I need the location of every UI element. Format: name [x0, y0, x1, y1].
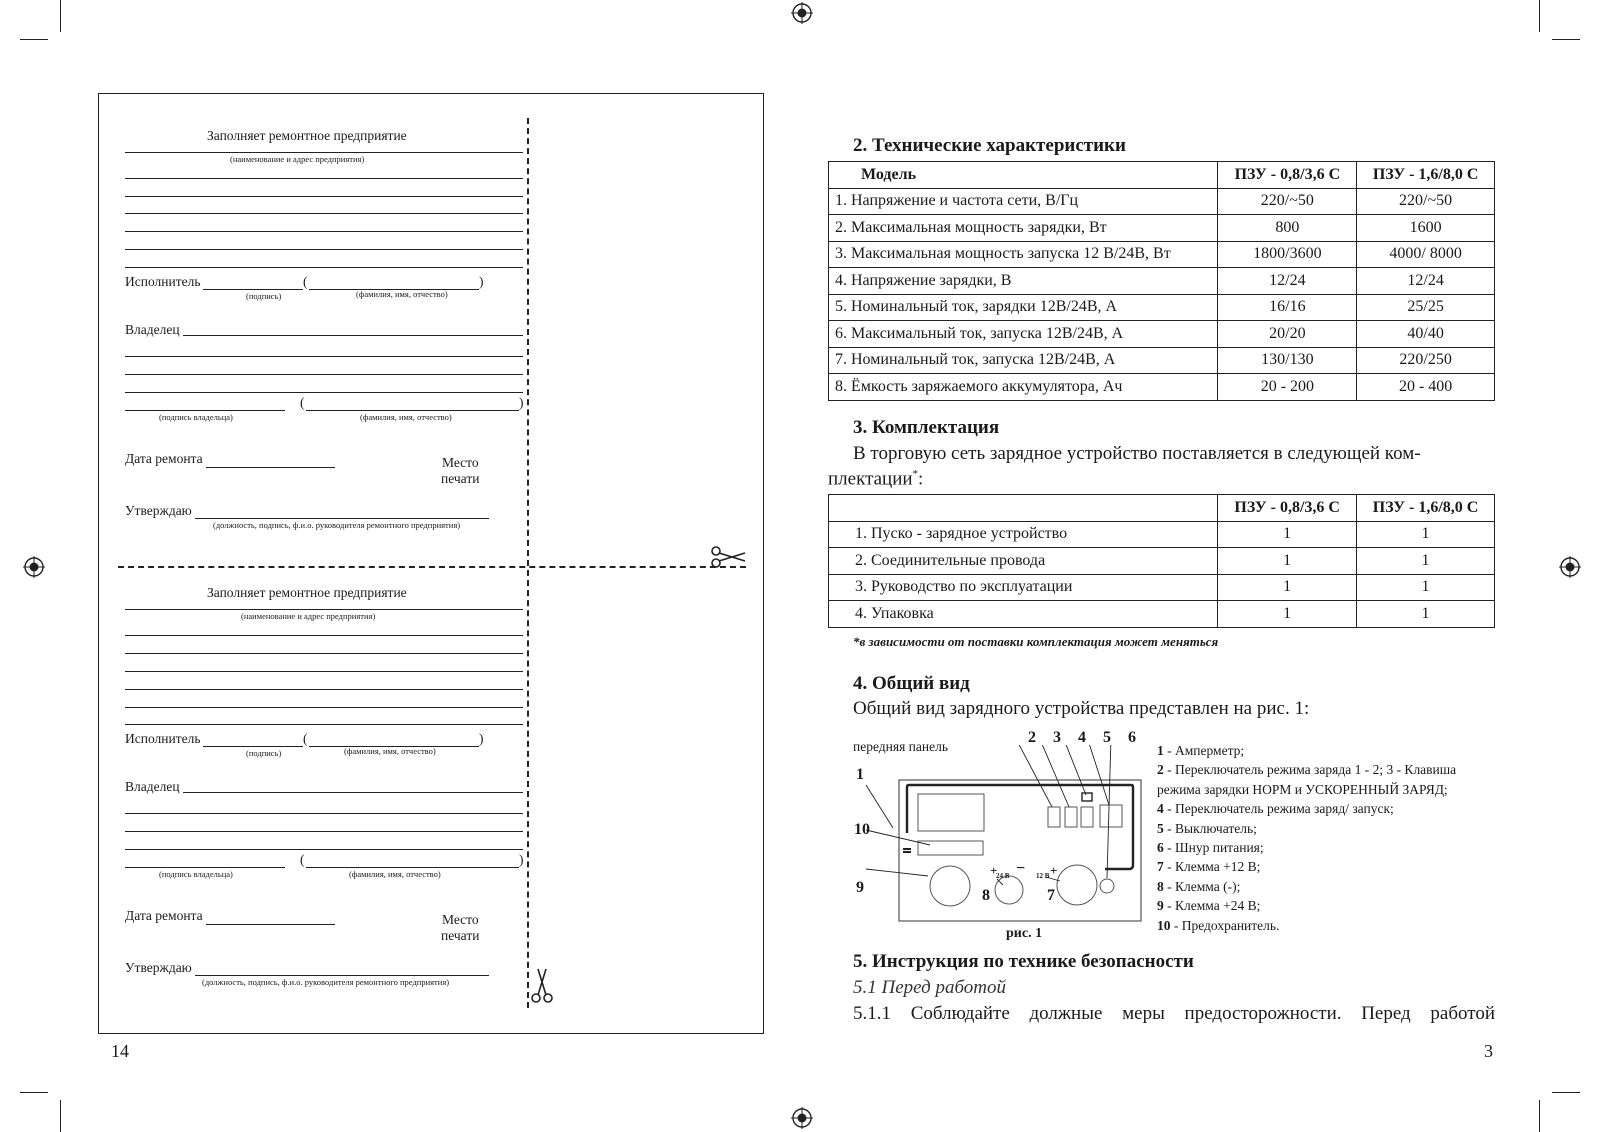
table-cell: 1 [1357, 574, 1495, 601]
executor-sign-hint: (подпись) [246, 291, 282, 301]
repair-form-frame [98, 93, 764, 1034]
table-cell: 800 [1218, 215, 1357, 242]
owner-label: Владелец [125, 779, 180, 794]
footnote-mark: * [912, 468, 919, 480]
front-panel-diagram [855, 745, 1155, 930]
plus-24v-sign: + [990, 863, 998, 878]
table-cell: 12/24 [1357, 268, 1495, 295]
column-header [829, 495, 1218, 522]
figure-caption: рис. 1 [1006, 926, 1043, 941]
table-cell: 25/25 [1357, 294, 1495, 321]
approve-line[interactable] [195, 975, 489, 976]
paren-open: ( [300, 852, 305, 867]
executor-label: Исполнитель [125, 274, 201, 289]
owner-name-hint: (фамилия, имя, отчество) [349, 869, 441, 879]
callout-9: 9 [856, 879, 864, 896]
kit-text: В торговую сеть зарядное устройство поставляется в следующей ком- [853, 443, 1421, 464]
owner-label: Владелец [125, 322, 180, 337]
owner-line[interactable] [125, 849, 523, 850]
label-12v: 12 В [1036, 872, 1050, 880]
crop-mark [1552, 39, 1580, 40]
paren-close: ) [479, 274, 484, 289]
crop-mark [60, 0, 61, 32]
company-line[interactable] [125, 635, 523, 636]
table-cell: 220/~50 [1218, 188, 1357, 215]
table-cell: 1 [1218, 521, 1357, 548]
paren-open: ( [303, 731, 308, 746]
company-line[interactable] [125, 724, 523, 725]
company-line[interactable] [125, 249, 523, 250]
registration-mark-icon [1559, 556, 1581, 578]
table-cell: 1600 [1357, 215, 1495, 242]
executor-label: Исполнитель [125, 731, 201, 746]
figure-legend [1157, 741, 1456, 935]
table-row [829, 294, 1495, 321]
scissors-icon [710, 546, 746, 568]
callout-2: 2 [1028, 729, 1036, 746]
table-cell: 1 [1357, 601, 1495, 628]
legend-item: 5 - Выключатель; [1157, 820, 1257, 836]
executor-name-hint: (фамилия, имя, отчество) [356, 289, 448, 299]
table-cell: 3. Максимальная мощность запуска 12 В/24В, Вт [829, 241, 1218, 268]
company-line[interactable] [125, 231, 523, 232]
approve-hint: (должность, подпись, ф.и.о. руководителя ремонтного предприятия) [213, 520, 461, 530]
company-hint: (наименование и адрес предприятия) [230, 154, 365, 164]
legend-item: 7 - Клемма +12 В; [1157, 859, 1261, 875]
view-text: Общий вид зарядного устройства представлен на рис. 1: [853, 698, 1310, 719]
owner-line[interactable] [183, 792, 523, 793]
company-line[interactable] [125, 152, 523, 153]
repair-date-label: Дата ремонта [125, 451, 203, 466]
table-cell: 1 [1218, 574, 1357, 601]
table-cell: 220/250 [1357, 347, 1495, 374]
table-cell: 6. Максимальный ток, запуска 12В/24В, А [829, 321, 1218, 348]
owner-line[interactable] [125, 374, 523, 375]
table-cell: 1 [1357, 521, 1495, 548]
table-row [829, 548, 1495, 575]
legend-item: 4 - Переключатель режима заряд/ запуск; [1157, 801, 1394, 817]
front-panel-label: передняя панель [853, 739, 948, 754]
crop-mark [1539, 0, 1540, 32]
table-row [829, 321, 1495, 348]
executor-name-hint: (фамилия, имя, отчество) [344, 746, 436, 756]
column-header: ПЗУ - 0,8/3,6 С [1218, 162, 1357, 189]
kit-footnote: *в зависимости от поставки комплектация может меняться [853, 634, 1219, 649]
repair-date-label: Дата ремонта [125, 908, 203, 923]
owner-line[interactable] [125, 356, 523, 357]
legend-item: 8 - Клемма (-); [1157, 878, 1241, 894]
legend-item: 9 - Клемма +24 В; [1157, 898, 1261, 914]
approve-label: Утверждаю [125, 960, 192, 975]
scissors-icon [531, 968, 553, 1004]
column-header: ПЗУ - 0,8/3,6 С [1218, 495, 1357, 522]
legend-item: 1 - Амперметр; [1157, 743, 1245, 758]
legend-item: 10 - Предохранитель. [1157, 917, 1280, 933]
page-number-left: 14 [111, 1041, 129, 1061]
table-cell: 3. Руководство по эксплуатации [829, 574, 1218, 601]
column-header: ПЗУ - 1,6/8,0 С [1357, 495, 1495, 522]
repair-date-line[interactable] [206, 467, 335, 468]
approve-label: Утверждаю [125, 503, 192, 518]
table-cell: 4. Напряжение зарядки, В [829, 268, 1218, 295]
callout-3: 3 [1053, 729, 1061, 746]
safety-text: 5.1.1 Соблюдайте должные меры предосторожности. Перед работой [853, 1003, 1495, 1024]
table-cell: 40/40 [1357, 321, 1495, 348]
owner-sign-line[interactable] [125, 410, 285, 411]
legend-item: режима зарядки НОРМ и УСКОРЕННЫЙ ЗАРЯД; [1157, 781, 1448, 797]
column-header: Модель [829, 162, 1218, 189]
crop-mark [1552, 1092, 1580, 1093]
callout-6: 6 [1128, 729, 1136, 746]
owner-name-line[interactable] [306, 410, 519, 411]
paren-open: ( [303, 274, 308, 289]
paren-close: ) [519, 852, 524, 867]
table-header-row [829, 495, 1495, 522]
repair-date-line[interactable] [206, 924, 335, 925]
legend-item: 2 - Переключатель режима заряда 1 - 2; 3 - Клавиша [1157, 762, 1457, 778]
table-cell: 12/24 [1218, 268, 1357, 295]
executor-sign-hint: (подпись) [246, 748, 282, 758]
table-cell: 2. Соединительные провода [829, 548, 1218, 575]
table-cell: 130/130 [1218, 347, 1357, 374]
table-row [829, 374, 1495, 401]
table-cell: 20/20 [1218, 321, 1357, 348]
executor-sign-line[interactable] [203, 746, 303, 747]
kit-text-colon: : [918, 468, 924, 490]
table-cell: 1. Напряжение и частота сети, В/Гц [829, 188, 1218, 215]
table-cell: 4000/ 8000 [1357, 241, 1495, 268]
approve-line[interactable] [195, 518, 489, 519]
owner-name-hint: (фамилия, имя, отчество) [360, 412, 452, 422]
paren-close: ) [519, 395, 524, 410]
tech-specs-table [828, 161, 1495, 401]
kit-text-cont [828, 468, 923, 490]
table-cell: 1 [1357, 548, 1495, 575]
paren-open: ( [300, 395, 305, 410]
table-row [829, 601, 1495, 628]
registration-mark-icon [23, 556, 45, 578]
table-cell: 7. Номинальный ток, запуска 12В/24В, А [829, 347, 1218, 374]
owner-sign-hint: (подпись владельца) [159, 869, 233, 879]
executor-sign-line[interactable] [203, 289, 303, 290]
callout-10: 10 [854, 821, 870, 838]
registration-mark-icon [791, 1107, 813, 1129]
cut-line-vertical [527, 118, 529, 1008]
table-cell: 1. Пуско - зарядное устройство [829, 521, 1218, 548]
section-heading: Заполняет ремонтное предприятие [207, 585, 407, 600]
callout-1: 1 [856, 766, 864, 783]
table-row [829, 521, 1495, 548]
crop-mark [20, 1092, 48, 1093]
table-cell: 5. Номинальный ток, зарядки 12В/24В, А [829, 294, 1218, 321]
table-cell: 20 - 200 [1218, 374, 1357, 401]
table-row [829, 215, 1495, 242]
company-line[interactable] [125, 196, 523, 197]
kit-table [828, 494, 1495, 628]
table-row [829, 241, 1495, 268]
table-row [829, 347, 1495, 374]
approve-hint: (должность, подпись, ф.и.о. руководителя ремонтного предприятия) [202, 977, 450, 987]
stamp-place-label: печати [441, 471, 480, 486]
legend-item: 6 - Шнур питания; [1157, 840, 1264, 856]
owner-line[interactable] [125, 813, 523, 814]
company-hint: (наименование и адрес предприятия) [241, 611, 376, 621]
owner-line[interactable] [125, 392, 523, 393]
company-line[interactable] [125, 178, 523, 179]
crop-mark [1539, 1100, 1540, 1132]
crop-mark [60, 1100, 61, 1132]
table-row [829, 574, 1495, 601]
cut-line-horizontal [118, 566, 746, 568]
table-cell: 8. Ёмкость заряжаемого аккумулятора, Ач [829, 374, 1218, 401]
plus-12v-sign: + [1050, 863, 1058, 878]
callout-8: 8 [982, 887, 990, 904]
registration-mark-icon [791, 2, 813, 24]
paren-close: ) [479, 731, 484, 746]
kit-text-word: плектации [828, 468, 913, 490]
view-heading: 4. Общий вид [853, 673, 970, 694]
callout-5: 5 [1103, 729, 1111, 746]
table-cell: 2. Максимальная мощность зарядки, Вт [829, 215, 1218, 242]
callout-4: 4 [1078, 729, 1086, 746]
column-header: ПЗУ - 1,6/8,0 С [1357, 162, 1495, 189]
table-cell: 220/~50 [1357, 188, 1495, 215]
table-row [829, 268, 1495, 295]
table-row [829, 188, 1495, 215]
owner-line[interactable] [183, 335, 523, 336]
crop-mark [20, 39, 48, 40]
kit-heading: 3. Комплектация [853, 417, 1000, 438]
company-line[interactable] [125, 689, 523, 690]
minus-sign: − [1016, 860, 1026, 877]
owner-line[interactable] [125, 831, 523, 832]
safety-heading: 5. Инструкция по технике безопасности [853, 951, 1194, 972]
company-line[interactable] [125, 213, 523, 214]
page-number-right: 3 [1484, 1041, 1493, 1061]
table-cell: 16/16 [1218, 294, 1357, 321]
company-line[interactable] [125, 653, 523, 654]
owner-sign-hint: (подпись владельца) [159, 412, 233, 422]
safety-subheading: 5.1 Перед работой [853, 977, 1007, 998]
stamp-place-label: Место [442, 455, 479, 470]
label-24v: 24 В [996, 872, 1010, 880]
stamp-place-label: печати [441, 928, 480, 943]
company-line[interactable] [125, 609, 523, 610]
tech-heading: 2. Технические характеристики [853, 135, 1126, 156]
table-cell: 1800/3600 [1218, 241, 1357, 268]
table-cell: 1 [1218, 548, 1357, 575]
section-heading: Заполняет ремонтное предприятие [207, 128, 407, 143]
company-line[interactable] [125, 707, 523, 708]
table-header-row [829, 162, 1495, 189]
table-cell: 4. Упаковка [829, 601, 1218, 628]
owner-name-line[interactable] [306, 867, 519, 868]
company-line[interactable] [125, 267, 523, 268]
owner-sign-line[interactable] [125, 867, 285, 868]
table-cell: 1 [1218, 601, 1357, 628]
company-line[interactable] [125, 671, 523, 672]
callout-7: 7 [1047, 887, 1055, 904]
stamp-place-label: Место [442, 912, 479, 927]
table-cell: 20 - 400 [1357, 374, 1495, 401]
